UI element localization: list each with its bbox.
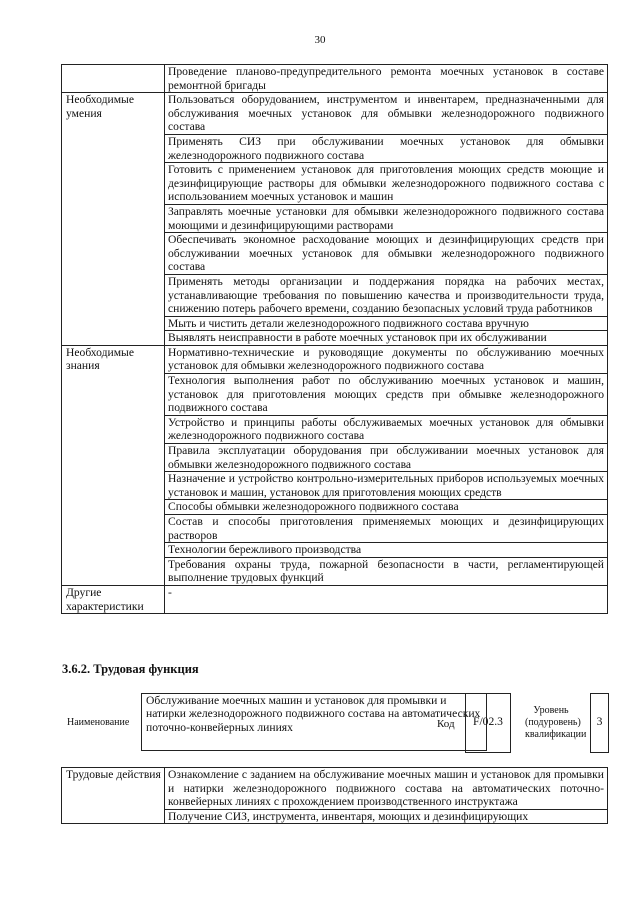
name-label: Наименование [67, 717, 130, 728]
function-name: Обслуживание моечных машин и установок для промывки и натирки железнодорожного подвижного состава на автоматических поточно-конвейерных линиях [141, 693, 487, 751]
row-description: Устройство и принципы работы обслуживаемых моечных установок для обмывки железнодорожного подвижного состава [165, 415, 608, 443]
requirements-table [61, 64, 608, 614]
row-description: Способы обмывки железнодорожного подвижного состава [165, 500, 608, 515]
table-row [62, 93, 608, 135]
row-label: Необходимые умения [62, 93, 165, 346]
code-label: Код [437, 718, 455, 730]
labor-actions-table [61, 767, 608, 824]
row-description: Назначение и устройство контрольно-измерительных приборов используемых моечных установок и машин, установок для приготовления моющих средств [165, 472, 608, 500]
row-description: Состав и способы приготовления применяемых моющих и дезинфицирующих растворов [165, 515, 608, 543]
row-description: Применять СИЗ при обслуживании моечных установок для обмывки железнодорожного подвижного состава [165, 134, 608, 162]
row-description: Технологии бережливого производства [165, 543, 608, 558]
function-header [61, 693, 609, 753]
row-description: Готовить с применением установок для приготовления моющих средств моющие и дезинфицирующие растворы для обмывки железнодорожного подвижного состава с использованием моечных установок и машин [165, 163, 608, 205]
table-row [62, 768, 608, 810]
table-row [62, 345, 608, 373]
row-description: Заправлять моечные установки для обмывки железнодорожного подвижного состава моющими и дезинфицирующими растворами [165, 204, 608, 232]
section-heading: 3.6.2. Трудовая функция [62, 662, 199, 676]
qualification-level: 3 [590, 693, 609, 753]
row-description: Обеспечивать экономное расходование моющих и дезинфицирующих средств при обслуживании моечных установок для обмывки железнодорожного подвижного состава [165, 233, 608, 275]
qualification-level-label: Уровень (подуровень) квалификации [525, 705, 587, 740]
row-description: Получение СИЗ, инструмента, инвентаря, моющих и дезинфицирующих [165, 809, 608, 824]
row-label: Необходимые знания [62, 345, 165, 585]
row-description: Проведение планово-предупредительного ремонта моечных установок в составе ремонтной бригады [165, 65, 608, 93]
page-number: 30 [314, 34, 326, 46]
row-label: Трудовые действия [62, 768, 165, 824]
row-description: - [165, 585, 608, 613]
row-description: Нормативно-технические и руководящие документы по обслуживанию моечных установок для обмывки железнодорожного подвижного состава [165, 345, 608, 373]
row-description: Применять методы организации и поддержания порядка на рабочих местах, устанавливающие требования по повышению качества и производительности труда, снижению потерь рабочего времени, созданию безопасных условий труда работников [165, 274, 608, 316]
table-row [62, 585, 608, 613]
row-description: Ознакомление с заданием на обслуживание моечных машин и установок для промывки и натирки железнодорожного подвижного состава на автоматических поточно-конвейерных линиях с прохождением производственного инструктажа [165, 768, 608, 810]
row-description: Правила эксплуатации оборудования при обслуживании моечных установок для обмывки железнодорожного подвижного состава [165, 444, 608, 472]
function-code: F/02.3 [465, 693, 511, 753]
row-label [62, 65, 165, 93]
table-row [62, 65, 608, 93]
row-label: Другие характеристики [62, 585, 165, 613]
row-description: Требования охраны труда, пожарной безопасности в части, регламентирующей выполнение трудовых функций [165, 557, 608, 585]
row-description: Пользоваться оборудованием, инструментом и инвентарем, предназначенными для обслуживания моечных установок для обмывки железнодорожного подвижного состава [165, 93, 608, 135]
row-description: Выявлять неисправности в работе моечных установок при их обслуживании [165, 331, 608, 346]
row-description: Мыть и чистить детали железнодорожного подвижного состава вручную [165, 316, 608, 331]
row-description: Технология выполнения работ по обслуживанию моечных установок и машин, установок для приготовления моющих средств при обмывке железнодорожного подвижного состава [165, 374, 608, 416]
